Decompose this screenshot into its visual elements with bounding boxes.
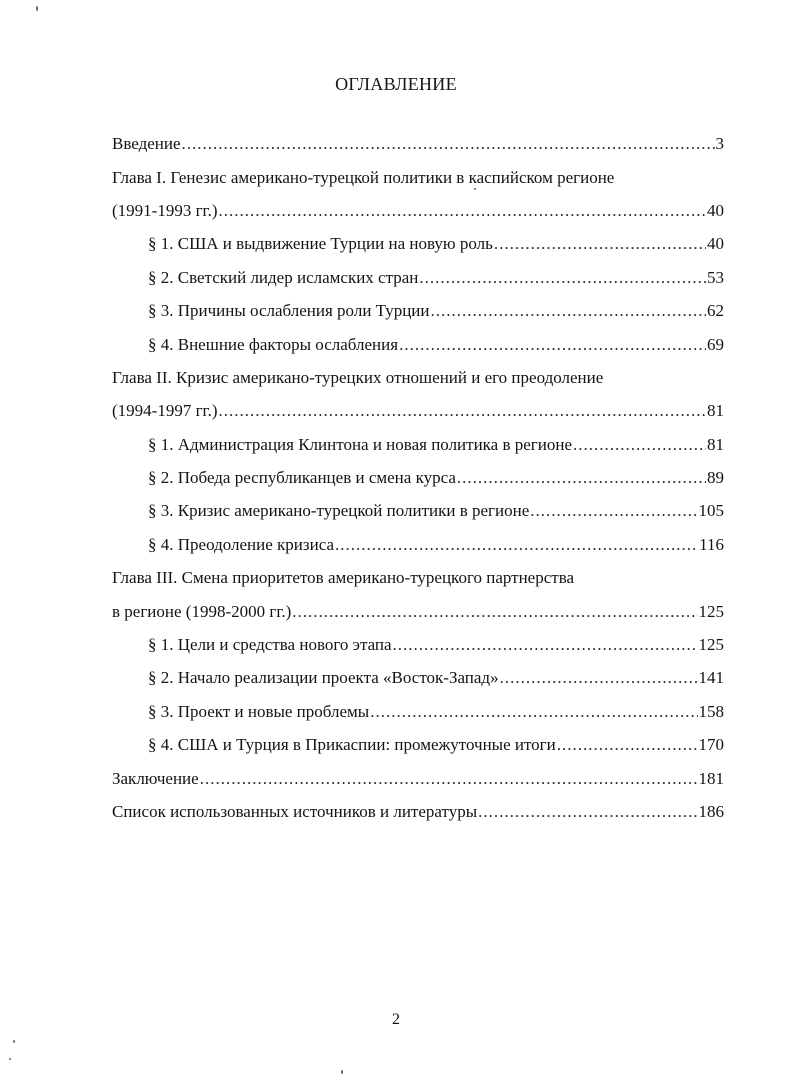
toc-entry-label: Введение	[112, 134, 181, 154]
dot-leader	[494, 235, 706, 252]
toc-chapter-2-heading	[112, 361, 724, 394]
toc-entry-label: Глава III. Смена приоритетов американо-турецкого партнерства	[112, 568, 575, 588]
dot-leader	[370, 703, 697, 720]
toc-entry-page: 170	[698, 735, 724, 755]
toc-entry-page: 69	[707, 334, 724, 354]
toc-entry-label: Глава I. Генезис американо-турецкой политики в каспийском регионе	[112, 167, 615, 187]
toc-entry-bibliography	[112, 795, 724, 828]
toc-entry-page: 89	[707, 468, 724, 488]
toc-entry-label: (1991-1993 гг.)	[112, 200, 218, 220]
toc-entry-label: § 2. Светский лидер исламских стран	[148, 267, 419, 287]
toc-entry-label: в регионе (1998-2000 гг.)	[112, 601, 292, 621]
scan-speck	[474, 188, 476, 190]
toc-section-3-1	[112, 628, 724, 661]
toc-entry-label: § 1. Администрация Клинтона и новая политика в регионе	[148, 434, 573, 454]
dot-leader	[557, 736, 698, 753]
toc-entry-label: Список использованных источников и литературы	[112, 802, 478, 821]
toc-section-1-4	[112, 327, 724, 360]
toc-entry-label: § 4. США и Турция в Прикаспии: промежуточные итоги	[148, 735, 556, 755]
scan-speck	[36, 6, 38, 11]
toc-chapter-3-heading	[112, 561, 724, 594]
scan-speck	[9, 1058, 11, 1060]
dot-leader	[335, 536, 698, 553]
toc-entry-label: § 1. США и выдвижение Турции на новую роль	[148, 234, 493, 254]
toc-entry-label: § 2. Начало реализации проекта «Восток-Запад»	[148, 668, 499, 688]
toc-entry-page: 181	[698, 768, 724, 788]
toc-entry-page: 40	[707, 234, 724, 254]
toc-section-2-2	[112, 461, 724, 494]
dot-leader	[399, 336, 706, 353]
toc-entry-conclusion	[112, 761, 724, 794]
toc-entry-page: 105	[698, 501, 724, 521]
toc-entry-page: 125	[698, 601, 724, 621]
toc-section-3-4	[112, 728, 724, 761]
toc-entry-page: 81	[707, 434, 724, 454]
toc-entry-label: § 1. Цели и средства нового этапа	[148, 635, 392, 655]
page-title: ОГЛАВЛЕНИЕ	[335, 74, 457, 94]
toc-entry-label: Заключение	[112, 768, 199, 788]
toc-section-3-2	[112, 661, 724, 694]
toc-entry-page: 62	[707, 301, 724, 321]
toc-entry-page: 81	[707, 401, 724, 421]
toc-entry-page: 186	[698, 802, 724, 821]
scan-speck	[341, 1070, 343, 1074]
dot-leader	[573, 436, 706, 453]
dot-leader	[393, 636, 698, 653]
toc-section-2-3	[112, 494, 724, 527]
dot-leader	[419, 269, 706, 286]
toc-section-1-3	[112, 294, 724, 327]
toc-entry-page: 3	[715, 134, 724, 154]
toc-entry-label: § 3. Кризис американо-турецкой политики в регионе	[148, 501, 530, 521]
toc-entry-page: 116	[699, 534, 724, 554]
dot-leader	[182, 135, 715, 152]
dot-leader	[478, 803, 697, 820]
toc-entry-page: 158	[698, 701, 724, 721]
toc-entry-label: (1994-1997 гг.)	[112, 401, 218, 421]
dot-leader	[292, 603, 697, 620]
toc-section-2-4	[112, 528, 724, 561]
toc-chapter-1-heading	[112, 160, 724, 193]
toc-entry-page: 40	[707, 200, 724, 220]
dot-leader	[457, 469, 706, 486]
toc-entry-label: § 4. Внешние факторы ослабления	[148, 334, 399, 354]
dot-leader	[530, 502, 697, 519]
toc-chapter-1-years	[112, 194, 724, 227]
toc-entry-page: 53	[707, 267, 724, 287]
toc-section-1-2	[112, 261, 724, 294]
toc-entry-label: Глава II. Кризис американо-турецких отношений и его преодоление	[112, 367, 604, 387]
toc-section-1-1	[112, 227, 724, 260]
dot-leader	[219, 402, 706, 419]
toc-chapter-2-years	[112, 394, 724, 427]
table-of-contents	[112, 127, 724, 828]
page-number: 2	[392, 1011, 400, 1028]
toc-entry-label: § 3. Причины ослабления роли Турции	[148, 301, 430, 321]
toc-entry-page: 125	[698, 635, 724, 655]
toc-section-2-1	[112, 428, 724, 461]
toc-entry-page: 141	[698, 668, 724, 688]
dot-leader	[500, 669, 698, 686]
toc-chapter-3-years	[112, 594, 724, 627]
toc-entry-label: § 2. Победа республиканцев и смена курса	[148, 468, 456, 488]
dot-leader	[431, 302, 707, 319]
toc-section-3-3	[112, 695, 724, 728]
toc-entry-label: § 4. Преодоление кризиса	[148, 534, 334, 554]
dot-leader	[200, 770, 698, 787]
scan-speck	[13, 1040, 15, 1043]
toc-entry-introduction	[112, 127, 724, 160]
dot-leader	[219, 202, 706, 219]
toc-entry-label: § 3. Проект и новые проблемы	[148, 701, 370, 721]
